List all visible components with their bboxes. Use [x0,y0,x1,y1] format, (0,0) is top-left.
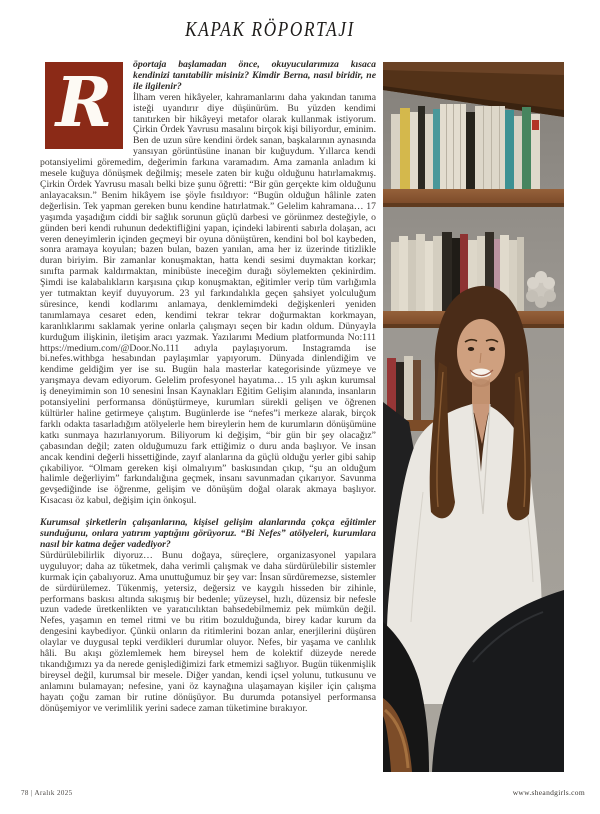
interview-answer-1: İlham veren hikâyeler, kahramanlarını daha yakından tanıma isteği uyandırır diye düşünürüm. Bu yüzden kendimi tanıtırken bir hikâyeyi metafor olarak kullanmak istiyorum. Çirkin Ördek Yavrusu masalını birçok kişi biliyordur, eminim. Ben de uzun süre kendini ördek sanan, başkalarının aynasında yansıyan görüntüsüne inanan bir kuğuydum. Yıllarca kendi potansiyelimi göremedim, değerimin farkına varamadım. Ama zamanla anladım ki mesele kuğuya dönüşmek değilmiş; mesele zaten bir kuğu olduğunu hatırlamakmış. Çirkin Ördek Yavrusu masalı belki bize şunu öğretti: “Bir gün gerçekte kim olduğunu anlayacaksın.” Benim hikâyem ise şöyle fısıldıyor: “Bugün olduğun hâlinle zaten değerlisin. Tek yapman gereken bunu kendine hatırlatmak.” Gelelim kahramana… 17 yaşımda yaşadığım ciddi bir sağlık sorunun güçlü darbesi ve görünmez desteğiyle, o günden beri kendi ruhunun dedektifliğini yapan, içindeki labirenti sabırla dolaşan, acı veren deneyimlerin içinden geçmeyi bir oyuna dönüştüren, kendini bol bol kaybeden, sonra aramaya koyulan; bazen bulan, bazen yanılan, ama her iz üzerinde titizlikle duran biriyim. Bir zamanlar konuşmaktan, hatta kendi sesimi duymaktan korkar; sınıfta parmak kaldırmaktan, minibüste ineceğim durağı söylemekten çekinirdim. Şimdi ise kalabalıkların karşısına çıkıp konuşmaktan, eğitimler verip tüm varlığımla yer tutmaktan keyif duyuyorum. 23 yıl farkındalıkla geçen şahsiyet yolculuğum süresince, kendi kodlarımı anlamaya, denklemimdeki değişkenleri yeniden tanımlamaya cesaret eden, kendimi tekrar tekrar doğurmaktan korkmayan, karanlıklarımı saklamak yerine onlarla çalışmayı seçen bir kadın oldum. Dünyayla kurduğum ilişkinin, iletişim aracı yazmak. Yazılarımı Medium platformunda No:111 https://medium.com/@Door.No.111 adıyla paylaşıyorum. Instagramda ise bi.nefes.withbga hesabından paylaşımlar yapıyorum. Dünyada dinlendiğim ve kendime geldiğim yer ise su. Bugün hala masterlar kategorisinde yüzmeye ve yarışmaya devam ediyorum. Gelelim profesyonel hayatıma… 15 yılı aşkın kurumsal iş deneyimimin son 10 senesini İnsan Kaynakları Eğitim Gelişim alanında, insanların potansiyelini performansa dönüştürmeye, kurumları sürekli gelişen ve öğrenen kültürler haline getirmeye çalıştım. Bugünlerde ise “nefes”i merkeze alarak, birçok farklı odakta tasarladığım atölyelerle hem bireylerin hem de kurumların dönüşümüne katkı sunmaya hazırlanıyorum. Biliyorum ki değişim, “bir gün bir şey olacağız” çabasından değil; zaten olduğumuzu fark ettiğimiz o duru anda başlıyor. Ve insan ancak kendini değerli hissettiğinde, zayıf alanlarına da güçlü olduğu yerler gibi sahip çıkabiliyor. “Olmam gereken kişi olmalıyım” baskısından çıkıp, “şu an olduğum halimle değerliyim” farkındalığına geçmek, insanı savunmadan çıkarıyor. Savunma gevşediğinde ise öğrenme, gelişim ve dönüşüm doğal olarak akmaya başlıyor. Kısacası öz kabul, değişim için önkoşul. [40,91,376,507]
interview-question-2: Kurumsal şirketlerin çalışanlarına, kişisel gelişim alanlarında çokça eğitimler sunduğunu, onlara yatırım yaptığını görüyoruz. “Bi Nefes” atölyeleri, kurumlara nasıl bir katma değer vadediyor? [40,517,376,550]
question-1-text: öportaja başlamadan önce, okuyucularımıza kısaca kendinizi tanıtabilir misiniz? Kimdir Berna, nasıl biridir, ne ile ilgilenir? [133,59,376,92]
page-number-issue: 78 | Aralık 2025 [21,789,73,797]
cover-photo-illustration [383,62,564,772]
interview-answer-2: Sürdürülebilirlik diyoruz… Bunu doğaya, süreçlere, organizasyonel yapılara uyguluyor; daha az tüketmek, daha verimli çalışmak ve daha sürdürülebilir sistemler kurmak için çabalıyoruz. Ama unuttuğumuz bir şey var: İnsan sürdüremezse, sistemler de sürdürülemez. Tükenmiş, yetersiz, değersiz ve kaygılı hisseden bir zihinle, performans baskısı altında sıkışmış bir bedenle; yüzeysel, hızlı, düzensiz bir nefesle uzun vadede üretkenlikten ve yaratıcılıktan bahsedebilmemiz pek mümkün değil. Nefes, yaşamın en temel ritmi ve bu ritim bozulduğunda, birey kadar kurum da dengesini kaybediyor. Çünkü onların da ritimlerini bozan anlar, enerjilerini düşüren olaylar ve duygusal tepki verdikleri durumlar oluyor. Nefes, bir yaşama ve canlılık hâli. Bu akışı gözlemlemek hem bireysel hem de kolektif düzeyde nerede tıkandığımızı ya da nerede genişlediğimizi fark etmemizi sağlıyor. Bugün tükenmişlik bireysel değil, kurumsal bir mesele. Diğer yandan, kendi içsel yolunu, tutkusunu ve anlamını bulamayan; nefesine, yani öz kaynağına ulaşamayan kişiler için çalışma hayatı çoğu zaman bir rutine dönüşüyor. Bu durumda potansiyel performansa dönüşemiyor ve verimlilik yerini sadece zaman tüketimine bırakıyor. [40,549,376,714]
website-link[interactable]: www.sheandgirls.com [512,788,585,797]
article-content [40,60,564,772]
cover-photo [383,62,564,772]
dropcap-letter: R [45,62,123,149]
page-title: KAPAK RÖPORTAJI [185,17,355,41]
